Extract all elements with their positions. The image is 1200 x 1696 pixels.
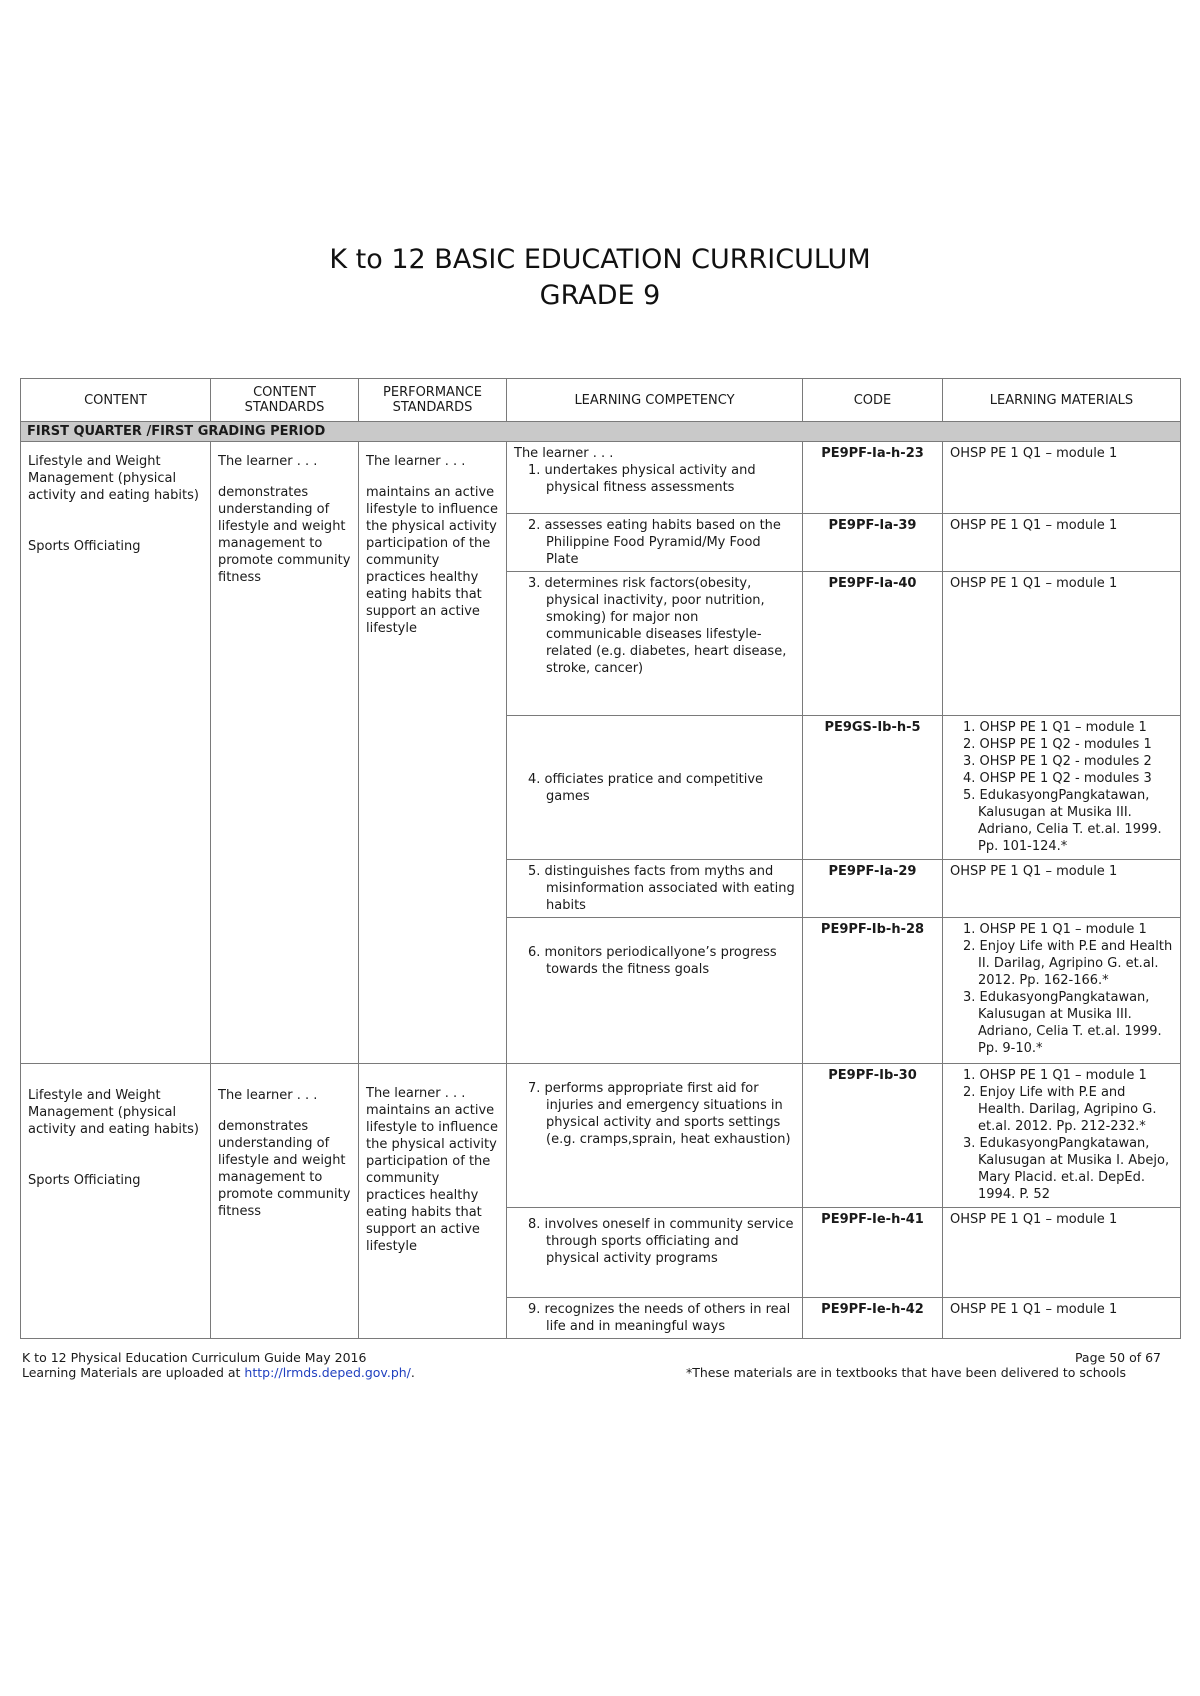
code-cell: PE9PF-Ia-39 bbox=[803, 514, 943, 572]
competency-text: 2. assesses eating habits based on the Philippine Food Pyramid/My Food Plate bbox=[528, 518, 781, 567]
quarter-label: FIRST QUARTER /FIRST GRADING PERIOD bbox=[21, 422, 1181, 442]
competency-intro: The learner . . . bbox=[514, 446, 614, 461]
content-cell-group2 bbox=[21, 1064, 211, 1339]
material-cell: OHSP PE 1 Q1 – module 1 bbox=[943, 572, 1181, 716]
content-standards-cell-group2 bbox=[211, 1064, 359, 1339]
competency-cell bbox=[507, 1298, 803, 1339]
footer-right bbox=[686, 1350, 1161, 1380]
table-row bbox=[21, 442, 1181, 514]
material-item: 3. EdukasyongPangkatawan, Kalusugan at Musika III. Adriano, Celia T. et.al. 1999. Pp. 9-10.* bbox=[963, 990, 1162, 1056]
table-row bbox=[21, 1064, 1181, 1208]
code-cell: PE9PF-Ia-29 bbox=[803, 860, 943, 918]
footer-note: *These materials are in textbooks that have been delivered to schools bbox=[686, 1365, 1126, 1380]
code-cell: PE9GS-Ib-h-5 bbox=[803, 716, 943, 860]
title-line-1: K to 12 BASIC EDUCATION CURRICULUM bbox=[329, 244, 871, 275]
header-code: CODE bbox=[803, 379, 943, 422]
materials-list-cell bbox=[943, 918, 1181, 1064]
material-cell: OHSP PE 1 Q1 – module 1 bbox=[943, 514, 1181, 572]
material-item: 3. OHSP PE 1 Q2 - modules 2 bbox=[963, 754, 1152, 769]
material-item: 1. OHSP PE 1 Q1 – module 1 bbox=[963, 1068, 1147, 1083]
material-item: 1. OHSP PE 1 Q1 – module 1 bbox=[963, 922, 1147, 937]
code-cell: PE9PF-Ie-h-41 bbox=[803, 1208, 943, 1298]
header-performance-standards: PERFORMANCE STANDARDS bbox=[359, 379, 507, 422]
competency-cell bbox=[507, 442, 803, 514]
header-learning-competency: LEARNING COMPETENCY bbox=[507, 379, 803, 422]
material-cell: OHSP PE 1 Q1 – module 1 bbox=[943, 442, 1181, 514]
content-topic: Lifestyle and Weight Management (physical activity and eating habits) bbox=[28, 454, 199, 503]
learner-intro: The learner . . . bbox=[366, 1086, 466, 1101]
footer-uploaded-suffix: . bbox=[410, 1365, 415, 1380]
material-item: 4. OHSP PE 1 Q2 - modules 3 bbox=[963, 771, 1152, 786]
competency-text: 3. determines risk factors(obesity, physical inactivity, poor nutrition, smoking) for major non communicable diseases lifestyle-related (e.g. diabetes, heart disease, stroke, cancer) bbox=[528, 576, 787, 676]
material-cell: OHSP PE 1 Q1 – module 1 bbox=[943, 860, 1181, 918]
page-number: Page 50 of 67 bbox=[1074, 1350, 1161, 1365]
learner-intro: The learner . . . bbox=[218, 454, 318, 469]
curriculum-table bbox=[20, 378, 1181, 1339]
footer-uploaded bbox=[22, 1365, 415, 1380]
material-item: 1. OHSP PE 1 Q1 – module 1 bbox=[963, 720, 1147, 735]
footer-guide: K to 12 Physical Education Curriculum Guide May 2016 bbox=[22, 1350, 367, 1365]
competency-cell bbox=[507, 918, 803, 1064]
code-cell: PE9PF-Ia-h-23 bbox=[803, 442, 943, 514]
material-item: 2. OHSP PE 1 Q2 - modules 1 bbox=[963, 737, 1152, 752]
content-topic: Lifestyle and Weight Management (physical activity and eating habits) bbox=[28, 1088, 199, 1137]
content-cell-group1 bbox=[21, 442, 211, 1064]
performance-standards-cell-group2 bbox=[359, 1064, 507, 1339]
quarter-row bbox=[21, 422, 1181, 442]
content-standards-cell-group1 bbox=[211, 442, 359, 1064]
material-item: 5. EdukasyongPangkatawan, Kalusugan at Musika III. Adriano, Celia T. et.al. 1999. Pp. 101-124.* bbox=[963, 788, 1162, 854]
competency-cell bbox=[507, 572, 803, 716]
title-line-2: GRADE 9 bbox=[539, 280, 661, 311]
footer-left bbox=[22, 1350, 415, 1380]
lrmds-link[interactable]: http://lrmds.deped.gov.ph/ bbox=[244, 1365, 411, 1380]
competency-text: 4. officiates pratice and competitive games bbox=[528, 771, 764, 804]
material-cell: OHSP PE 1 Q1 – module 1 bbox=[943, 1208, 1181, 1298]
materials-list-cell bbox=[943, 716, 1181, 860]
header-learning-materials: LEARNING MATERIALS bbox=[943, 379, 1181, 422]
competency-text: 8. involves oneself in community service through sports officiating and physical activity programs bbox=[528, 1217, 794, 1266]
material-item: 2. Enjoy Life with P.E and Health. Darilag, Agripino G. et.al. 2012. Pp. 212-232.* bbox=[963, 1085, 1157, 1134]
performance-standard-text: maintains an active lifestyle to influence the physical activity participation of the community practices healthy eating habits that support an active lifestyle bbox=[366, 1103, 498, 1254]
footer-uploaded-prefix: Learning Materials are uploaded at bbox=[22, 1365, 245, 1380]
competency-cell bbox=[507, 1208, 803, 1298]
content-topic: Sports Officiating bbox=[28, 1173, 141, 1188]
document-title bbox=[0, 242, 1200, 314]
code-cell: PE9PF-Ie-h-42 bbox=[803, 1298, 943, 1339]
code-cell: PE9PF-Ib-30 bbox=[803, 1064, 943, 1208]
materials-list-cell bbox=[943, 1064, 1181, 1208]
material-item: 2. Enjoy Life with P.E and Health II. Darilag, Agripino G. et.al. 2012. Pp. 162-166.* bbox=[963, 939, 1173, 988]
code-cell: PE9PF-Ib-h-28 bbox=[803, 918, 943, 1064]
competency-text: 5. distinguishes facts from myths and misinformation associated with eating habits bbox=[528, 864, 795, 913]
performance-standard-text: maintains an active lifestyle to influence the physical activity participation of the community practices healthy eating habits that support an active lifestyle bbox=[366, 485, 498, 636]
header-content: CONTENT bbox=[21, 379, 211, 422]
material-cell: OHSP PE 1 Q1 – module 1 bbox=[943, 1298, 1181, 1339]
content-standard-text: demonstrates understanding of lifestyle and weight management to promote community fitness bbox=[218, 485, 351, 585]
content-standard-text: demonstrates understanding of lifestyle and weight management to promote community fitness bbox=[218, 1119, 351, 1219]
competency-cell bbox=[507, 860, 803, 918]
competency-cell bbox=[507, 1064, 803, 1208]
material-item: 3. EdukasyongPangkatawan, Kalusugan at Musika I. Abejo, Mary Placid. et.al. DepEd. 1994. P. 52 bbox=[963, 1136, 1170, 1202]
header-content-standards: CONTENT STANDARDS bbox=[211, 379, 359, 422]
header-row bbox=[21, 379, 1181, 422]
competency-cell bbox=[507, 514, 803, 572]
performance-standards-cell-group1 bbox=[359, 442, 507, 1064]
competency-text: 6. monitors periodicallyone’s progress towards the fitness goals bbox=[528, 945, 777, 977]
competency-text: 1. undertakes physical activity and physical fitness assessments bbox=[528, 463, 756, 495]
competency-text: 9. recognizes the needs of others in real life and in meaningful ways bbox=[528, 1302, 791, 1334]
competency-text: 7. performs appropriate first aid for injuries and emergency situations in physical activity and sports settings (e.g. cramps,sprain, heat exhaustion) bbox=[528, 1081, 791, 1147]
learner-intro: The learner . . . bbox=[366, 454, 466, 469]
code-cell: PE9PF-Ia-40 bbox=[803, 572, 943, 716]
content-topic: Sports Officiating bbox=[28, 539, 141, 554]
competency-cell bbox=[507, 716, 803, 860]
learner-intro: The learner . . . bbox=[218, 1088, 318, 1103]
